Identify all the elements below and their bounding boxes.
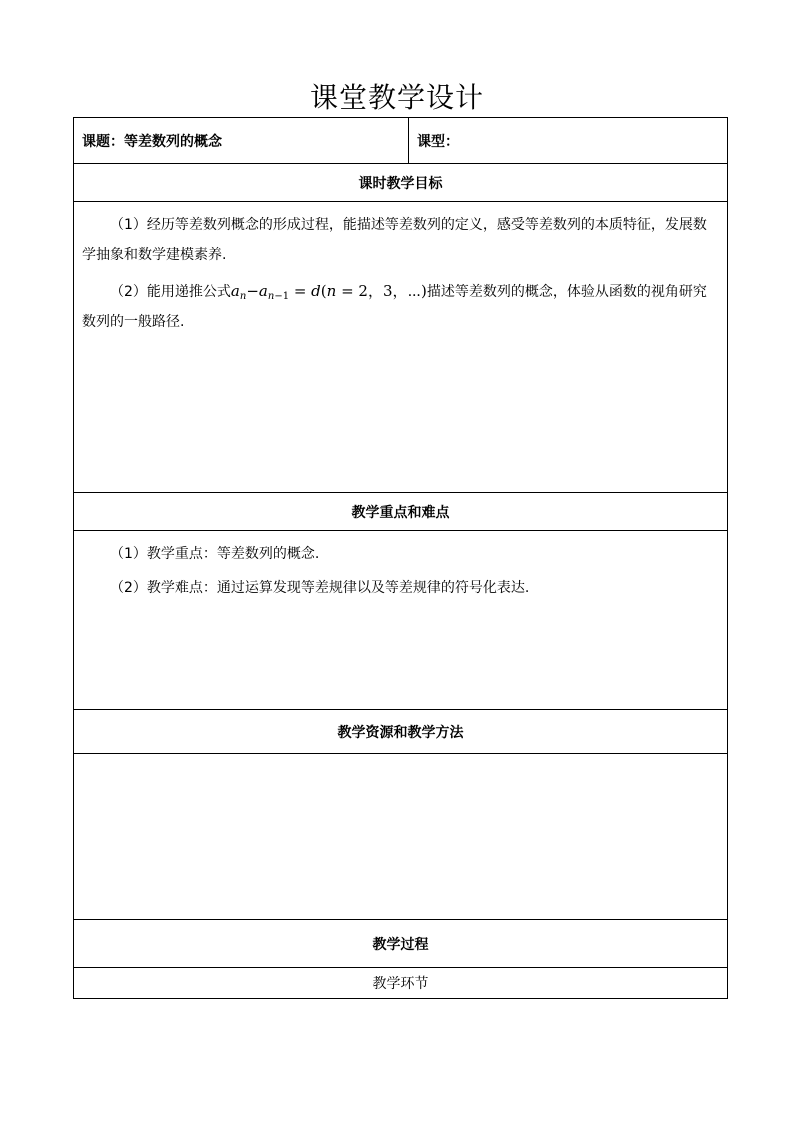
objective-1: （1）经历等差数列概念的形成过程，能描述等差数列的定义，感受等差数列的本质特征，发展数学抽象和数学建模素养. (82, 217, 707, 263)
objectives-heading: 课时教学目标 (74, 164, 728, 202)
objective-2-prefix: （2）能用递推公式 (110, 284, 231, 300)
keypoints-body (74, 531, 728, 710)
lesson-type-cell: 课型： (409, 118, 728, 164)
objective-2 (82, 276, 719, 337)
keypoints-heading-row (74, 493, 728, 531)
document-title: 课堂教学设计 (309, 81, 484, 114)
keypoints-body-row (74, 531, 728, 710)
header-row (74, 118, 728, 164)
resources-body-row (74, 754, 728, 920)
topic-cell: 课题：等差数列的概念 (74, 118, 409, 164)
resources-body (74, 754, 728, 920)
resources-heading: 教学资源和教学方法 (74, 710, 728, 754)
resources-heading-row (74, 710, 728, 754)
key-point-1: （1）教学重点：等差数列的概念. (110, 546, 320, 562)
recurrence-formula: $a_n-a_{n-1} = d(n = 2$，3，⋯) (230, 282, 427, 302)
objectives-body (74, 202, 728, 493)
lesson-plan-table (73, 117, 728, 999)
process-stage-row (74, 968, 728, 999)
keypoints-heading: 教学重点和难点 (74, 493, 728, 531)
difficult-point-1: （2）教学难点：通过运算发现等差规律以及等差规律的符号化表达. (110, 580, 530, 596)
objective-2-suffix: 描述等差数列的概念，体验从函数的视角研究数列的一般路径. (82, 284, 707, 330)
teaching-stage-label: 教学环节 (74, 968, 728, 999)
process-heading-row (74, 920, 728, 968)
objectives-body-row (74, 202, 728, 493)
process-heading: 教学过程 (74, 920, 728, 968)
objectives-heading-row (74, 164, 728, 202)
